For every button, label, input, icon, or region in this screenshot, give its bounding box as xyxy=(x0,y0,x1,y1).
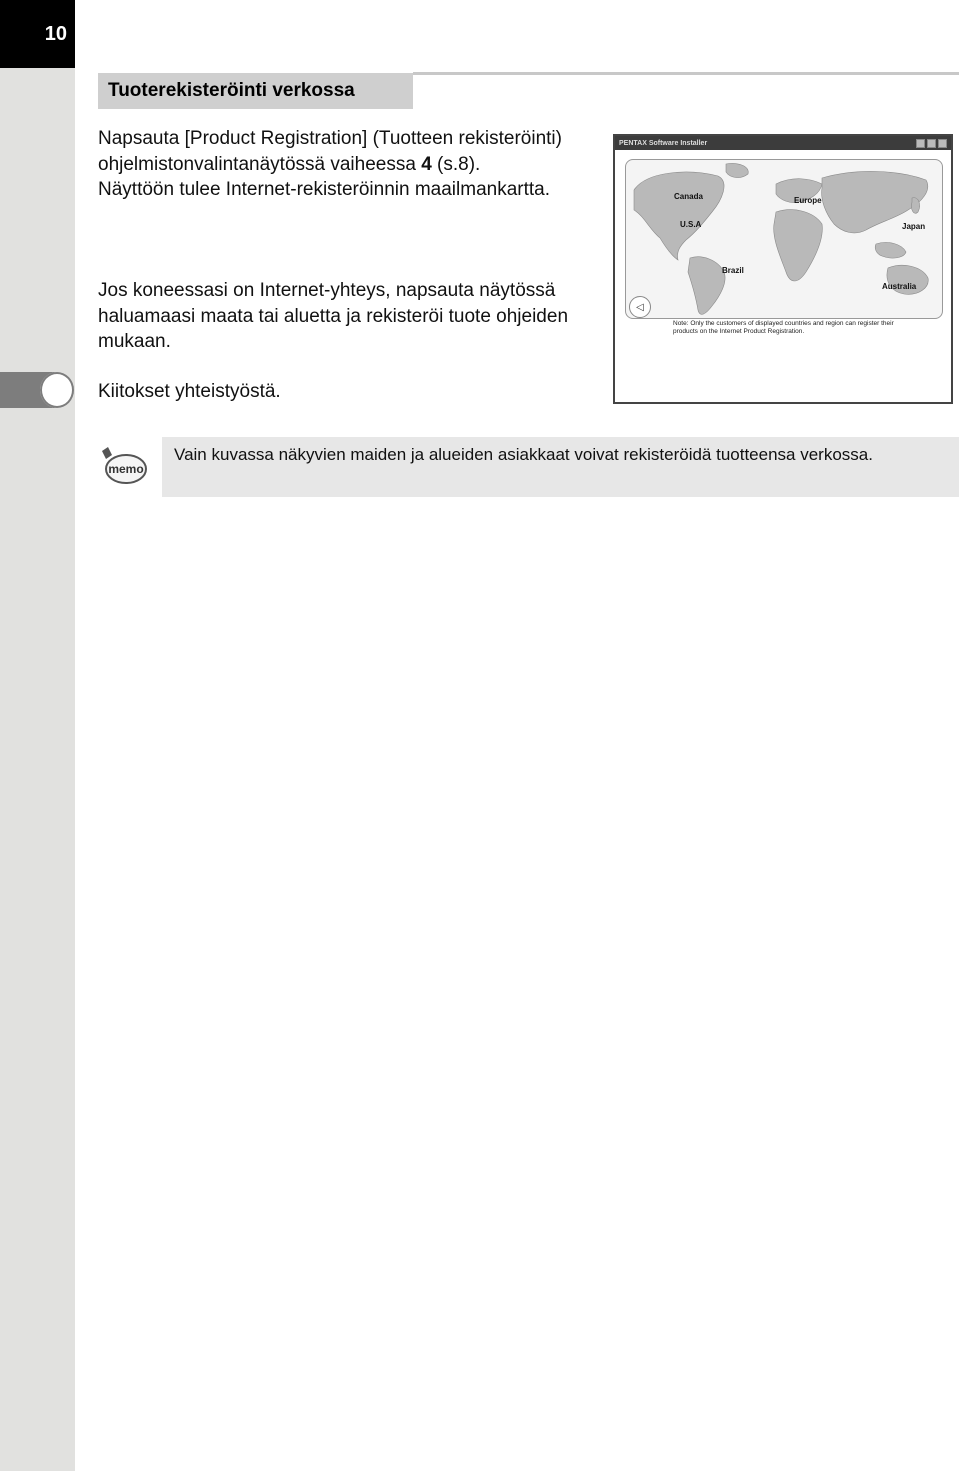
step-number: 4 xyxy=(421,153,432,175)
region-europe[interactable]: Europe xyxy=(794,196,822,205)
region-canada[interactable]: Canada xyxy=(674,192,703,201)
paragraph-instructions xyxy=(98,126,598,203)
region-australia[interactable]: Australia xyxy=(882,282,917,291)
world-map xyxy=(625,159,943,319)
paragraph-instructions-part3: Näyttöön tulee Internet-rekisteröinnin maailmankartta. xyxy=(98,179,551,200)
paragraph-instructions-part2: (s.8). xyxy=(431,153,481,175)
region-brazil[interactable]: Brazil xyxy=(722,266,744,275)
section-title: Tuoterekisteröinti verkossa xyxy=(98,73,413,109)
installer-screenshot xyxy=(613,134,953,404)
side-strip xyxy=(0,0,75,1471)
memo-icon xyxy=(98,445,148,487)
maximize-icon xyxy=(927,139,936,148)
memo-icon-label: memo xyxy=(108,462,144,476)
paragraph-thanks: Kiitokset yhteistyöstä. xyxy=(98,381,281,402)
world-map-graphic xyxy=(626,160,943,319)
region-usa[interactable]: U.S.A xyxy=(680,220,702,229)
region-japan[interactable]: Japan xyxy=(902,222,926,231)
installer-note: Note: Only the customers of displayed countries and region can register their products on the Internet Product Registration. xyxy=(673,320,894,335)
page-number: 10 xyxy=(0,0,75,68)
window-controls xyxy=(916,139,947,148)
minimize-icon xyxy=(916,139,925,148)
chapter-tab-dot xyxy=(40,372,74,408)
installer-title: PENTAX Software Installer xyxy=(619,139,708,147)
installer-titlebar xyxy=(615,136,951,150)
paragraph-instructions-part1: Napsauta [Product Registration] (Tuotteen rekisteröinti) ohjelmistonvalintanäytössä vaiheessa xyxy=(98,128,562,175)
paragraph-register: Jos koneessasi on Internet-yhteys, napsauta näytössä haluamaasi maata tai aluetta ja rekisteröi tuote ohjeiden mukaan. xyxy=(98,280,569,352)
triangle-left-icon[interactable]: ◁ xyxy=(629,296,651,318)
header-rule xyxy=(413,72,959,75)
memo-note: Vain kuvassa näkyvien maiden ja alueiden asiakkaat voivat rekisteröidä tuotteensa verkossa. xyxy=(162,437,959,497)
close-icon xyxy=(938,139,947,148)
